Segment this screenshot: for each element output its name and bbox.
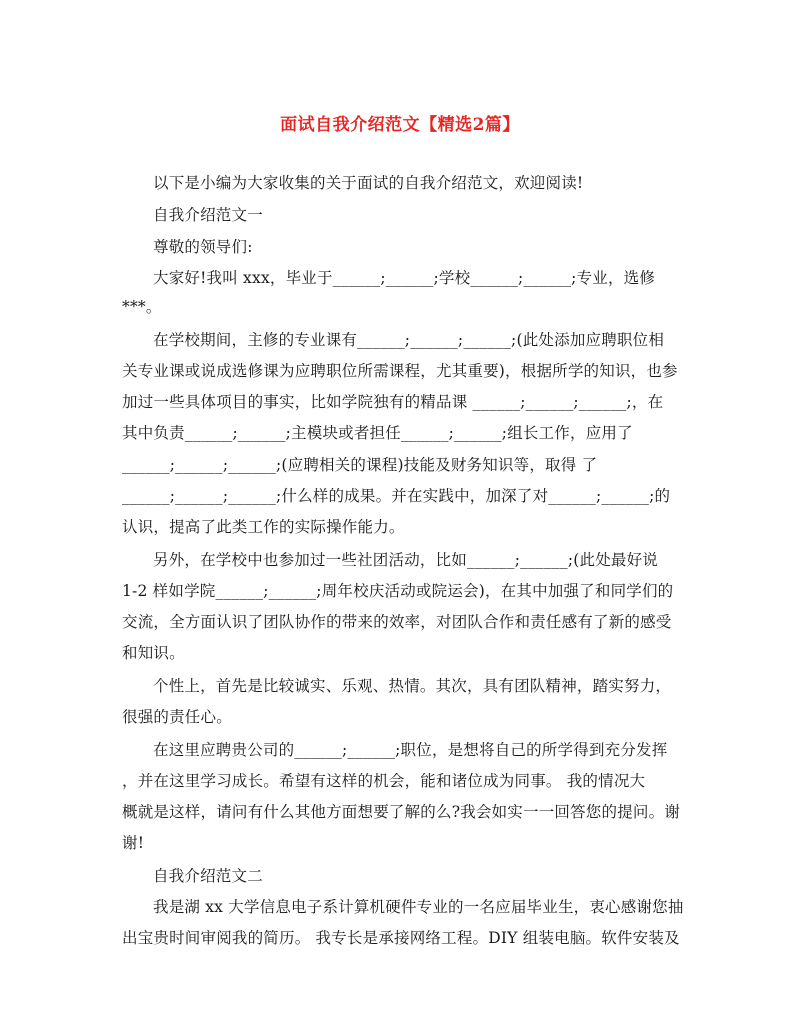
- section-heading-1: 自我介绍范文一: [153, 206, 263, 224]
- intro-line: 以下是小编为大家收集的关于面试的自我介绍范文，欢迎阅读!: [153, 174, 584, 192]
- document-title: 面试自我介绍范文【精选2篇】: [280, 115, 520, 135]
- paragraph-line: 概就是这样，请问有什么其他方面想要了解的么?我会如实一一回答您的提问。谢: [122, 803, 681, 821]
- paragraph-line: ______;______;______;(应聘相关的课程)技能及财务知识等，取得 了: [122, 456, 598, 474]
- paragraph-line: 在学校期间，主修的专业课有______;______;______;(此处添加应聘职位相: [153, 331, 665, 349]
- paragraph-line: 在这里应聘贵公司的______;______;职位，是想将自己的所学得到充分发挥: [153, 741, 668, 759]
- paragraph-line: 另外，在学校中也参加过一些社团活动，比如______;______;(此处最好说: [153, 551, 658, 569]
- paragraph-line: 谢!: [122, 834, 145, 852]
- paragraph-line: 和知识。: [122, 644, 185, 662]
- paragraph-line: ***。: [122, 298, 162, 316]
- paragraph-line: 关专业课或说成选修课为应聘职位所需课程，尤其重要)，根据所学的知识，也参: [122, 362, 678, 380]
- section-heading-2: 自我介绍范文二: [153, 867, 263, 885]
- paragraph-line: 出宝贵时间审阅我的简历。 我专长是承接网络工程。DIY 组装电脑。软件安装及: [122, 929, 680, 947]
- salutation: 尊敬的领导们:: [153, 238, 253, 256]
- paragraph-line: ，并在这里学习成长。希望有这样的机会，能和诸位成为同事。 我的情况大: [122, 772, 646, 790]
- paragraph-line: 加过一些具体项目的事实，比如学院独有的精品课 ______;______;______;，在: [122, 393, 664, 411]
- paragraph-line: 1-2 样如学院______;______;周年校庆活动或院运会)，在其中加强了和同学们的: [122, 582, 674, 600]
- paragraph-line: 其中负责______;______;主模块或者担任______;______;组长工作，应用了: [122, 424, 633, 442]
- paragraph-line: 很强的责任心。: [122, 708, 232, 726]
- paragraph-line: 个性上，首先是比较诚实、乐观、热情。其次，具有团队精神，踏实努力，: [153, 677, 672, 695]
- paragraph-line: ______;______;______;什么样的成果。并在实践中，加深了对______;______;的: [122, 487, 671, 505]
- paragraph-line: 交流，全方面认识了团队协作的带来的效率，对团队合作和责任感有了新的感受: [122, 613, 672, 631]
- paragraph-line: 大家好!我叫 xxx，毕业于______;______;学校______;______;专业，选修: [153, 269, 656, 287]
- paragraph-line: 认识，提高了此类工作的实际操作能力。: [122, 518, 405, 536]
- paragraph-line: 我是湖 xx 大学信息电子系计算机硬件专业的一名应届毕业生，衷心感谢您抽: [153, 898, 684, 916]
